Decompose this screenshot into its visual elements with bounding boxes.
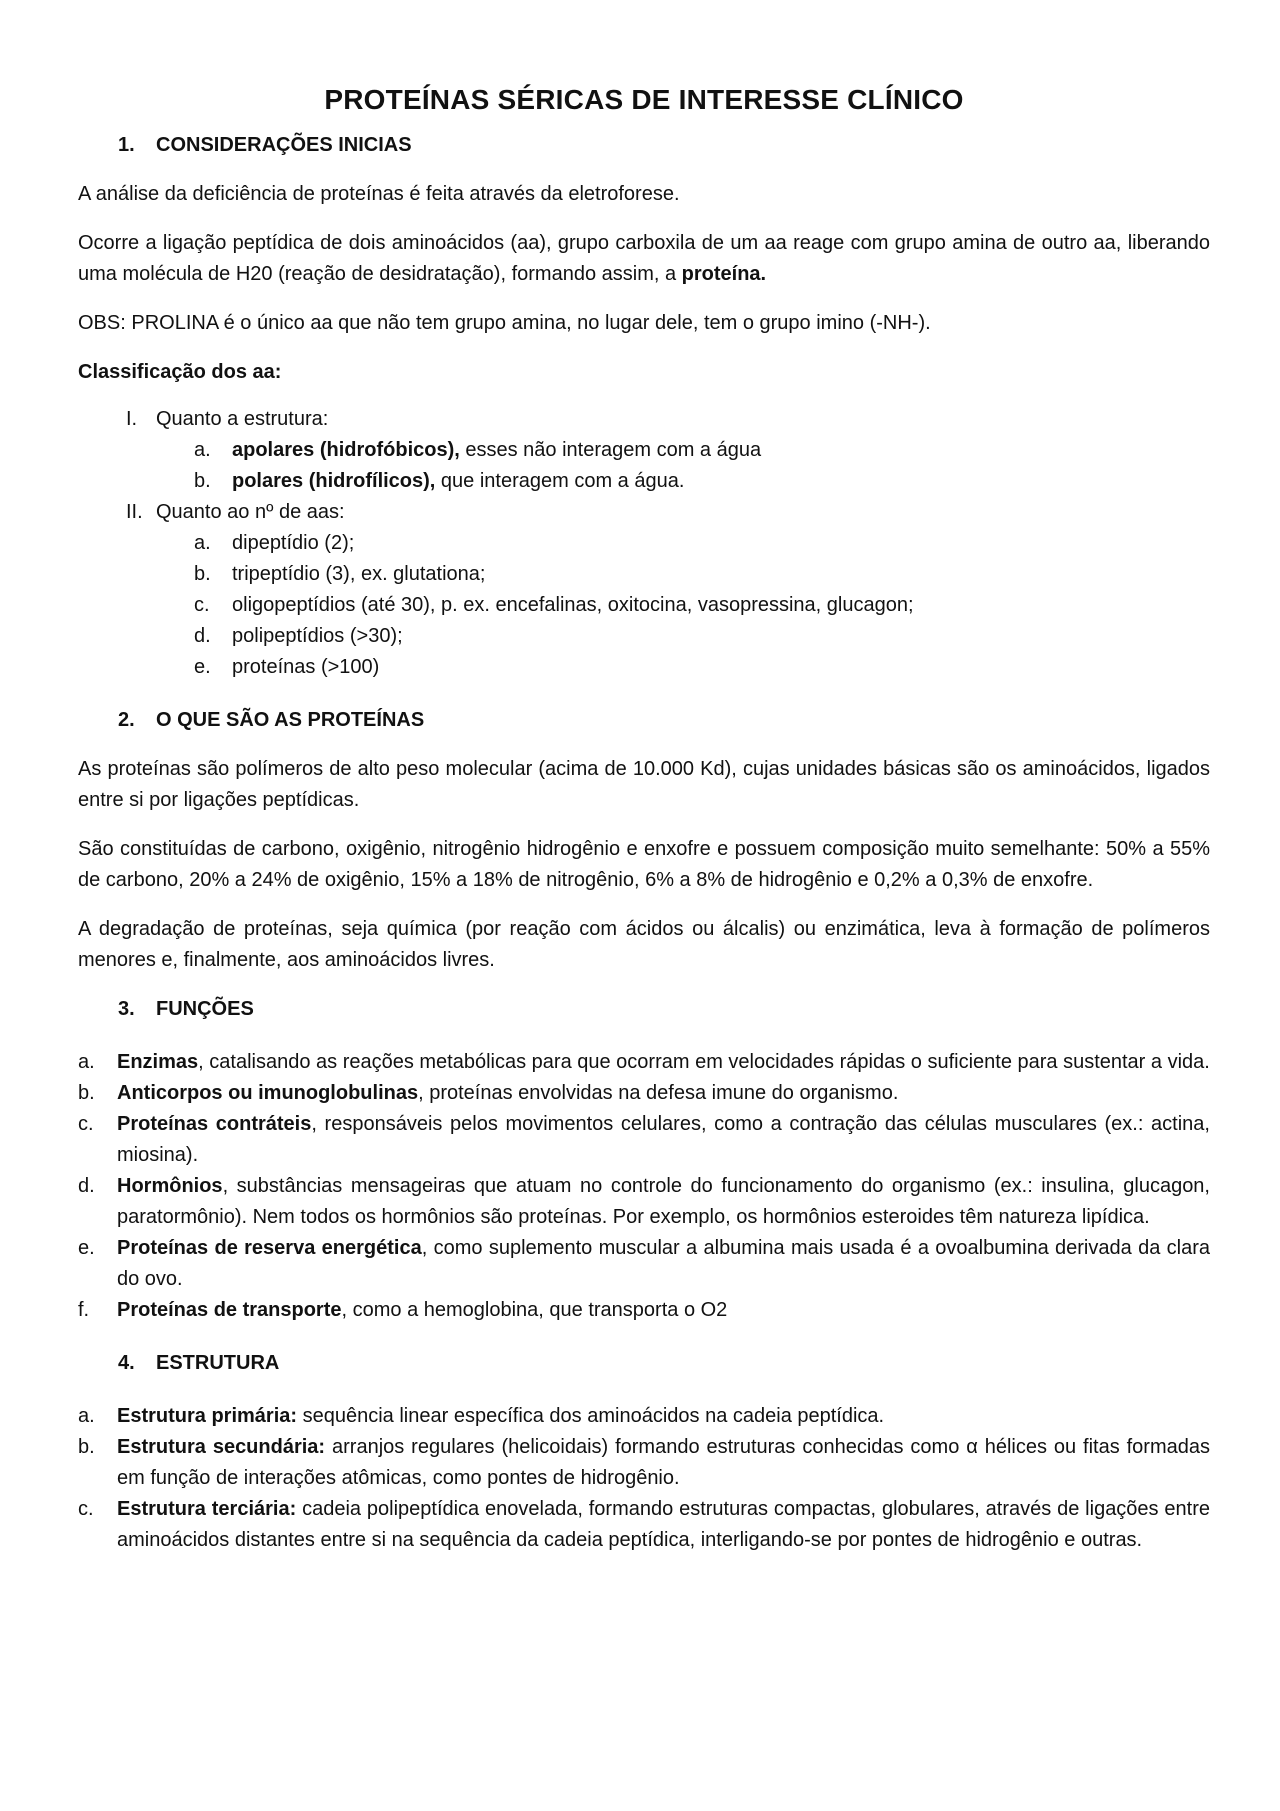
sub-list-item [194, 528, 1210, 559]
list-marker: d. [78, 1175, 95, 1197]
list-marker: f. [78, 1299, 90, 1321]
list-item-text: Proteínas de transporte, como a hemoglobina, que transporta o O2 [117, 1299, 728, 1321]
list-marker: a. [78, 1405, 95, 1427]
list-item [78, 1432, 1210, 1494]
list-item-text: oligopeptídios (até 30), p. ex. encefalinas, oxitocina, vasopressina, glucagon; [232, 594, 914, 616]
paragraph-bold-text: proteína. [681, 263, 767, 285]
section-number: 3. [118, 998, 135, 1020]
classification-title: Classificação dos aa: [78, 361, 282, 383]
list-item-text: tripeptídio (3), ex. glutationa; [232, 563, 486, 585]
classification-list [78, 404, 1210, 683]
list-marker: b. [78, 1436, 95, 1458]
list-marker: a. [194, 439, 211, 461]
section-title: O QUE SÃO AS PROTEÍNAS [156, 709, 425, 731]
list-marker: c. [78, 1113, 94, 1135]
list-item-text: polipeptídios (>30); [232, 625, 403, 647]
list-marker: d. [194, 625, 211, 647]
sub-list-item [194, 559, 1210, 590]
section-3-heading [118, 994, 1210, 1025]
list-marker: II. [126, 501, 143, 523]
sub-list-item [194, 466, 1210, 497]
sub-list-item [194, 652, 1210, 683]
paragraph-text: Ocorre a ligação peptídica de dois aminoácidos (aa), grupo carboxila de um aa reage com grupo amina de outro aa, liberando uma molécula de H20 (reação de desidratação), formando assim, a [78, 232, 1210, 285]
list-item-text: polares (hidrofílicos), que interagem com a água. [232, 470, 685, 492]
list-item [78, 1078, 1210, 1109]
list-item [78, 1401, 1210, 1432]
list-marker: a. [78, 1051, 95, 1073]
section-2-heading [118, 705, 1210, 736]
section-number: 2. [118, 709, 135, 731]
list-item-text: dipeptídio (2); [232, 532, 355, 554]
list-item-text: Estrutura terciária: cadeia polipeptídica enovelada, formando estruturas compactas, globulares, através de ligações entre aminoácidos distantes entre si na sequência da cadeia peptídica, interligando-se por pontes de hidrogênio e outras. [117, 1498, 1210, 1551]
section-number: 1. [118, 134, 135, 156]
list-item-text: Estrutura primária: sequência linear específica dos aminoácidos na cadeia peptídica. [117, 1405, 885, 1427]
list-marker: e. [78, 1237, 95, 1259]
section-4-heading [118, 1348, 1210, 1379]
list-marker: a. [194, 532, 211, 554]
list-item-text: Proteínas de reserva energética, como suplemento muscular a albumina mais usada é a ovoalbumina derivada da clara do ovo. [117, 1237, 1211, 1290]
section-title: FUNÇÕES [156, 998, 254, 1020]
paragraph: São constituídas de carbono, oxigênio, nitrogênio hidrogênio e enxofre e possuem composição muito semelhante: 50% a 55% de carbono, 20% a 24% de oxigênio, 15% a 18% de nitrogênio, 6% a 8% de hidrogênio e 0,2% a 0,3% de enxofre. [78, 838, 1210, 891]
paragraph-obs: OBS: PROLINA é o único aa que não tem grupo amina, no lugar dele, tem o grupo imino (-NH-). [78, 312, 931, 334]
sub-list [78, 528, 1210, 683]
section-title: ESTRUTURA [156, 1352, 280, 1374]
list-marker: b. [194, 563, 211, 585]
list-item-label: Quanto ao nº de aas: [156, 501, 345, 523]
paragraph: A análise da deficiência de proteínas é feita através da eletroforese. [78, 183, 680, 205]
list-item-text: proteínas (>100) [232, 656, 380, 678]
list-marker: I. [126, 408, 138, 430]
page-title: PROTEÍNAS SÉRICAS DE INTERESSE CLÍNICO [324, 84, 964, 115]
list-item-text: apolares (hidrofóbicos), esses não interagem com a água [232, 439, 762, 461]
functions-list [78, 1047, 1210, 1326]
sub-list-item [194, 590, 1210, 621]
paragraph: A degradação de proteínas, seja química (por reação com ácidos ou álcalis) ou enzimática, leva à formação de polímeros menores e, finalmente, aos aminoácidos livres. [78, 918, 1210, 971]
list-item-text: Proteínas contráteis, responsáveis pelos movimentos celulares, como a contração das células musculares (ex.: actina, miosina). [117, 1113, 1210, 1166]
roman-list-item [78, 497, 1210, 683]
list-marker: b. [78, 1082, 95, 1104]
list-item [78, 1171, 1210, 1233]
sub-list [78, 435, 1210, 497]
list-item-text: Anticorpos ou imunoglobulinas, proteínas envolvidas na defesa imune do organismo. [117, 1082, 899, 1104]
paragraph: As proteínas são polímeros de alto peso molecular (acima de 10.000 Kd), cujas unidades básicas são os aminoácidos, ligados entre si por ligações peptídicas. [78, 758, 1210, 811]
list-item [78, 1047, 1210, 1078]
list-item-text: Enzimas, catalisando as reações metabólicas para que ocorram em velocidades rápidas o suficiente para sustentar a vida. [117, 1051, 1210, 1073]
section-number: 4. [118, 1352, 135, 1374]
list-item [78, 1109, 1210, 1171]
list-item [78, 1233, 1210, 1295]
section-1-heading [118, 130, 1210, 161]
structure-list [78, 1401, 1210, 1556]
paragraph [78, 228, 1210, 290]
list-item [78, 1494, 1210, 1556]
list-item-text: Estrutura secundária: arranjos regulares (helicoidais) formando estruturas conhecidas como α hélices ou fitas formadas em função de interações atômicas, como pontes de hidrogênio. [117, 1436, 1210, 1489]
sub-list-item [194, 435, 1210, 466]
sub-list-item [194, 621, 1210, 652]
list-item-label: Quanto a estrutura: [156, 408, 329, 430]
list-item-text: Hormônios, substâncias mensageiras que atuam no controle do funcionamento do organismo (ex.: insulina, glucagon, paratormônio). Nem todos os hormônios são proteínas. Por exemplo, os hormônios esteroides têm natureza lipídica. [117, 1175, 1210, 1228]
list-marker: e. [194, 656, 211, 678]
list-item [78, 1295, 1210, 1326]
roman-list-item [78, 404, 1210, 497]
list-marker: c. [194, 594, 210, 616]
list-marker: c. [78, 1498, 94, 1520]
list-marker: b. [194, 470, 211, 492]
section-title: CONSIDERAÇÕES INICIAS [156, 134, 412, 156]
